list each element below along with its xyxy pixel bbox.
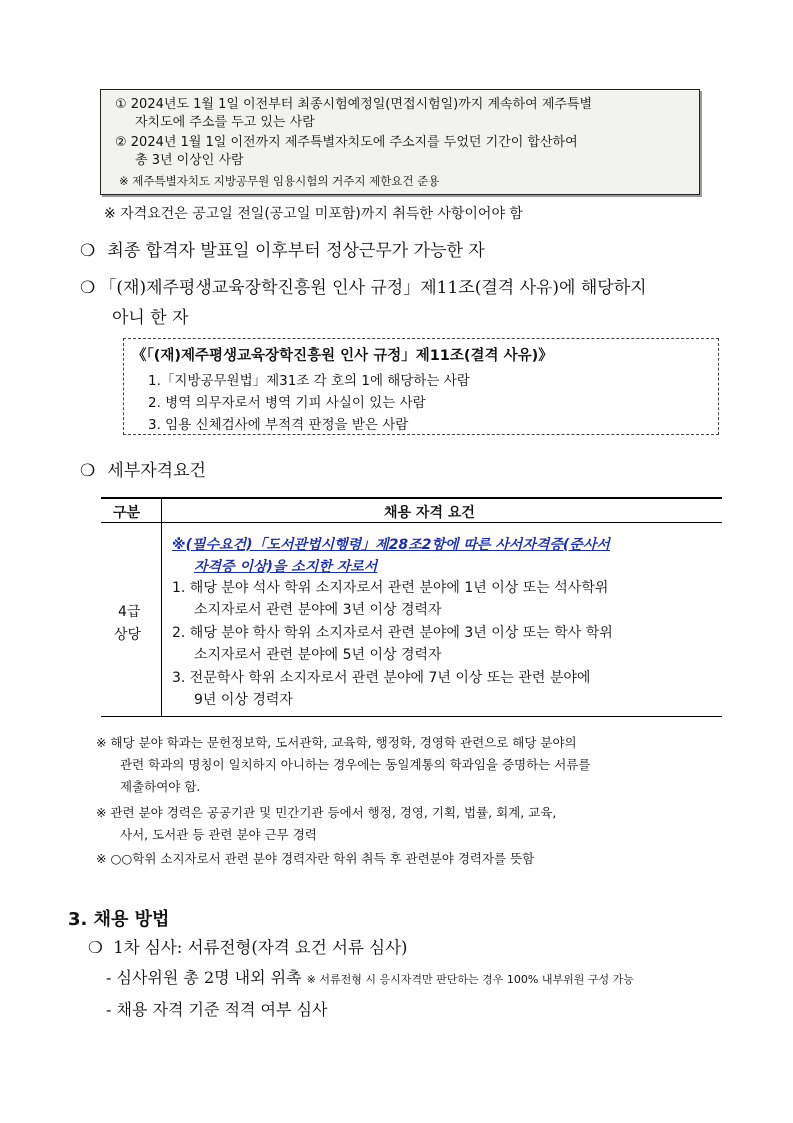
table-header-category: 구분 — [113, 505, 141, 521]
residence-requirement-box — [100, 89, 700, 195]
stage-1-line: ❍ 1차 심사: 서류전형(자격 요건 서류 심사) — [88, 938, 408, 957]
note-line: 관련 학과의 명칭이 일치하지 아니하는 경우에는 동일계통의 학과임을 증명하는 서류를 — [120, 757, 591, 772]
table-line: 3. 전문학사 학위 소지자로서 관련 분야에 7년 이상 또는 관련 분야에 — [172, 670, 591, 686]
residence-note: ※ 제주특별자치도 지방공무원 임용시험의 거주지 제한요건 준용 — [119, 174, 440, 188]
table-line: 소지자로서 관련 분야에 5년 이상 경력자 — [194, 647, 442, 663]
disqualification-item-3: 3. 임용 신체검사에 부적격 판정을 받은 사람 — [148, 417, 409, 433]
note-line: ※ 해당 분야 학과는 문헌정보학, 도서관학, 교육학, 행정학, 경영학 관련으로 해당 분야의 — [96, 735, 577, 750]
sub-item-1: - 심사위원 총 2명 내외 위촉 ※ 서류전형 시 응시자격만 판단하는 경우 100% 내부위원 구성 가능 — [106, 968, 634, 987]
bullet-disqualification: ❍ 「(재)제주평생교육장학진흥원 인사 규정」제11조(결격 사유)에 해당하지 — [80, 278, 647, 298]
sub-item-1-note: ※ 서류전형 시 응시자격만 판단하는 경우 100% 내부위원 구성 가능 — [306, 973, 634, 986]
residence-item-2-line1: ② 2024년 1월 1일 이전까지 제주특별자치도에 주소지를 두었던 기간이 합산하여 — [115, 135, 578, 150]
table-line: 1. 해당 분야 석사 학위 소지자로서 관련 분야에 1년 이상 또는 석사학위 — [172, 580, 609, 596]
note-line: ※ ○○학위 소지자로서 관련 분야 경력자란 학위 취득 후 관련분야 경력자를 뜻함 — [96, 851, 535, 866]
table-header-border — [101, 522, 722, 523]
required-qualification-line1: ※(필수요건)「도서관법시행령」제28조2항에 따른 사서자격증(준사서 — [172, 537, 610, 553]
bullet-detail-requirements: ❍ 세부자격요건 — [80, 461, 206, 481]
required-qualification-line2: 자격증 이상)을 소지한 자로서 — [194, 559, 378, 575]
residence-item-2-line2: 총 3년 이상인 사람 — [135, 153, 244, 168]
disqualification-item-2: 2. 병역 의무자로서 병역 기피 사실이 있는 사람 — [148, 395, 426, 411]
bullet-icon: ❍ — [80, 241, 96, 261]
bullet-icon: ❍ — [88, 938, 103, 957]
residence-item-1-line2: 자치도에 주소를 두고 있는 사람 — [135, 115, 315, 130]
table-line: 소지자로서 관련 분야에 3년 이상 경력자 — [194, 602, 442, 618]
table-column-divider — [161, 497, 162, 717]
table-line: 2. 해당 분야 학사 학위 소지자로서 관련 분야에 3년 이상 또는 학사 학위 — [172, 625, 613, 641]
table-line: 9년 이상 경력자 — [194, 692, 293, 708]
qualification-date-note: ※ 자격요건은 공고일 전일(공고일 미포함)까지 취득한 사항이어야 함 — [104, 206, 523, 222]
table-bottom-border — [101, 716, 722, 717]
note-line: 제출하여야 함. — [120, 779, 201, 794]
table-top-border — [101, 497, 722, 499]
disqualification-title: 《「(재)제주평생교육장학진흥원 인사 규정」제11조(결격 사유)》 — [132, 348, 553, 364]
residence-item-1-line1: ① 2024년도 1월 1일 이전부터 최종시험예정일(면접시험일)까지 계속하여 제주특별 — [115, 97, 593, 112]
table-grade-line1: 4급 — [118, 604, 141, 620]
bullet-icon: ❍ — [80, 461, 96, 481]
note-line: 사서, 도서관 등 관련 분야 근무 경력 — [120, 827, 317, 842]
section-3-heading: 3. 채용 방법 — [68, 909, 170, 930]
table-header-requirements: 채용 자격 요건 — [384, 505, 475, 521]
bullet-disqualification-line2: 아니 한 자 — [112, 308, 189, 328]
disqualification-box — [123, 338, 719, 435]
sub-item-2: - 채용 자격 기준 적격 여부 심사 — [106, 1000, 328, 1019]
note-line: ※ 관련 분야 경력은 공공기관 및 민간기관 등에서 행정, 경영, 기획, 법률, 회계, 교육, — [96, 805, 557, 820]
bullet-icon: ❍ — [80, 278, 96, 298]
table-grade-line2: 상당 — [114, 627, 142, 643]
disqualification-item-1: 1.「지방공무원법」제31조 각 호의 1에 해당하는 사람 — [148, 373, 470, 389]
bullet-work-start: ❍ 최종 합격자 발표일 이후부터 정상근무가 가능한 자 — [80, 241, 485, 261]
